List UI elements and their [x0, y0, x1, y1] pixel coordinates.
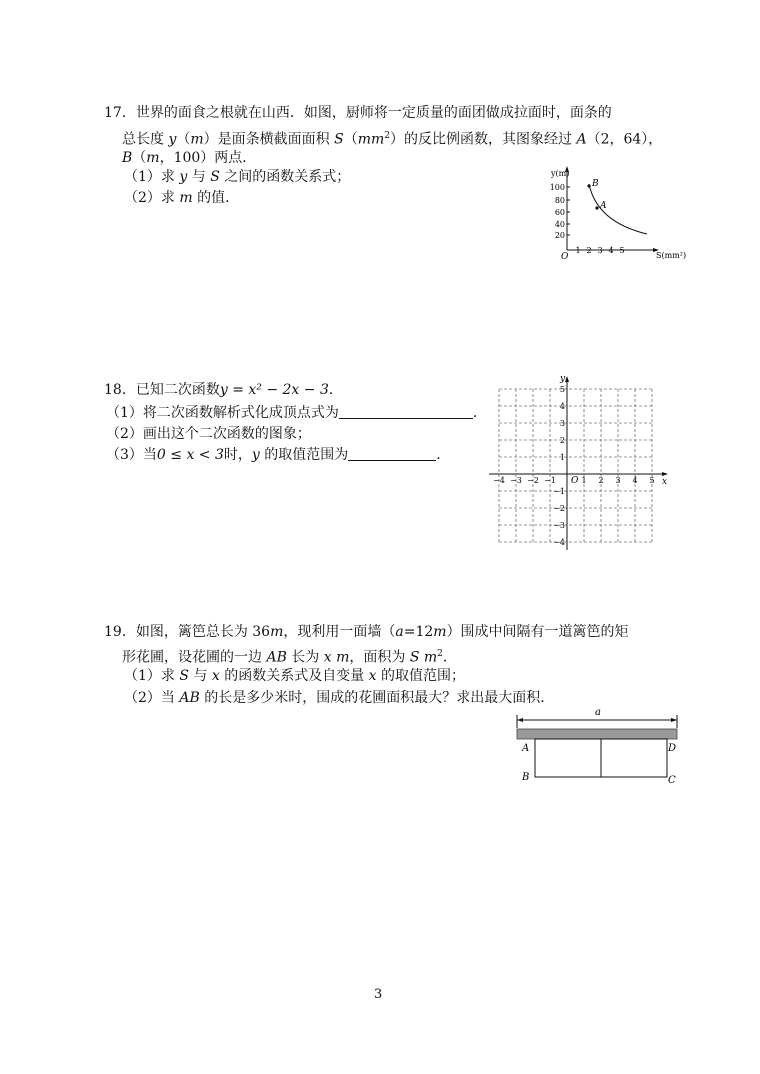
q18-y-tick: 5	[559, 385, 565, 394]
q17-x-tick: 5	[619, 246, 625, 255]
q17-point-b	[587, 184, 590, 187]
q19-part-2: （2）当 AB 的长是多少米时，围成的花圃面积最大？求出最大面积．	[124, 690, 555, 706]
q17-y-tick: 40	[554, 220, 565, 229]
q17-line-2: 总长度 y（m）是面条横截面面积 $S(mm^2)$的反比例函数，其图象经过 A（2，64），	[122, 131, 663, 148]
q17-graph	[545, 160, 695, 265]
q17-y-tick: 80	[554, 196, 565, 205]
q17-line-1: 17．世界的面食之根就在山西．如图，厨师将一定质量的面团做成拉面时，面条的	[104, 105, 612, 121]
q18-x-tick: 2	[598, 476, 604, 485]
q19-fence-figure	[510, 702, 690, 792]
q18-x-tick: −4	[493, 476, 505, 485]
q18-x-label: x	[662, 477, 668, 487]
q18-answer-blank-1	[339, 404, 473, 419]
q18-y-tick: −4	[553, 538, 565, 547]
q17-part-2: （2）求 m 的值．	[124, 190, 240, 206]
q18-x-tick: 1	[581, 476, 587, 485]
q18-y-label: y	[560, 374, 566, 384]
q18-coordinate-grid	[484, 372, 674, 554]
q17-point-a	[595, 206, 598, 209]
q17-x-tick: 4	[608, 246, 614, 255]
q19-label-c: C	[668, 775, 676, 786]
q18-x-tick: 4	[632, 476, 638, 485]
q18-y-tick: 2	[559, 436, 565, 445]
q17-label-b: B	[592, 179, 599, 189]
q17-x-tick: 3	[597, 246, 603, 255]
q17-y-tick: 100	[549, 183, 565, 192]
q18-y-tick: −2	[553, 504, 565, 513]
q18-x-tick: 5	[649, 476, 655, 485]
q18-grid-lines	[499, 389, 655, 542]
q19-line-2: 形花圃，设花圃的一边 AB 长为 x m，面积为 S $m^2$．	[122, 649, 457, 666]
q18-line-1: 18．已知二次函数y = x² − 2x − 3．	[104, 382, 343, 398]
q18-x-tick: 3	[615, 476, 621, 485]
q17-x-tick: 2	[586, 246, 592, 255]
q17-y-tick: 20	[554, 231, 565, 240]
q18-x-tick: −3	[510, 476, 522, 485]
q18-x-tick: −1	[544, 476, 556, 485]
q17-x-axis-label: S(mm²)	[656, 251, 687, 260]
q19-label-d: D	[668, 743, 677, 754]
q18-part-1: （1）将二次函数解析式化成顶点式为 ．	[106, 405, 487, 421]
page-number: 3	[374, 987, 383, 1002]
q18-x-tick: −2	[527, 476, 539, 485]
q17-label-a: A	[600, 201, 607, 211]
q17-y-axis-label: y(m)	[551, 169, 570, 178]
q19-label-b: B	[522, 772, 530, 783]
q17-origin: O	[561, 252, 569, 262]
q17-x-tick: 1	[575, 246, 581, 255]
q17-line-3: B（m，100）两点．	[122, 150, 257, 166]
q18-formula: y = x² − 2x − 3	[219, 382, 329, 398]
q19-wall	[517, 729, 677, 739]
q19-part-1: （1）求 S 与 x 的函数关系式及自变量 x 的取值范围；	[124, 668, 466, 684]
q18-y-tick: −3	[553, 521, 565, 530]
q18-origin: O	[571, 476, 579, 486]
q18-part-3: （3）当0 ≤ x < 3时，y 的取值范围为 ．	[106, 447, 451, 463]
q18-part-2: （2）画出这个二次函数的图象；	[106, 426, 311, 442]
q17-y-tick: 60	[554, 208, 565, 217]
q19-line-1: 19．如图，篱笆总长为 36m，现利用一面墙（a=12m）围成中间隔有一道篱笆的矩	[104, 624, 629, 640]
q19-wall-label: a	[595, 707, 601, 718]
q18-y-tick: 4	[559, 402, 565, 411]
q18-y-tick: 1	[559, 453, 565, 462]
q18-y-tick: 3	[559, 419, 565, 428]
q19-label-a: A	[522, 743, 530, 754]
q18-y-tick: −1	[553, 487, 565, 496]
q18-answer-blank-2	[348, 446, 436, 461]
q17-part-1: （1）求 y 与 S 之间的函数关系式；	[124, 169, 351, 185]
